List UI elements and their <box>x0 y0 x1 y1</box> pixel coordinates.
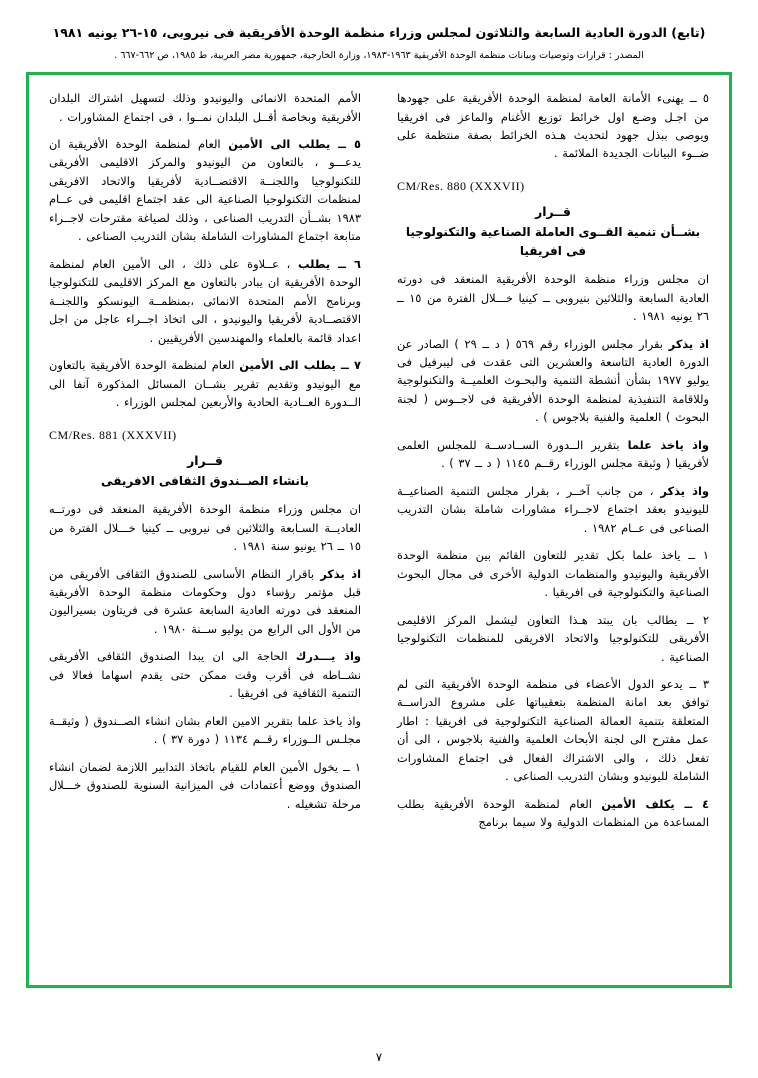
paragraph <box>49 356 361 411</box>
paragraph-lead: ٦ ــ يطلب <box>298 256 361 271</box>
paragraph-lead: اذ يذكر <box>320 566 361 581</box>
paragraph <box>49 255 361 347</box>
paragraph <box>49 500 361 555</box>
paragraph-text: بتقرير الــدورة الســادســة للمجلس العلمى لأفريقيا ( وثيقة مجلس الوزراء رقــم ١١٤٥ ( د ــ ٣٧ ) . <box>397 437 709 471</box>
paragraph-text: ٢ ــ يطالب بان يبتد هـذا التعاون ليشمل المركز الاقليمى الأفريقى للتكنولوجيا والاتحاد الافريقى للمنظمات التكنولوجيا الصناعية . <box>397 612 709 664</box>
page-number: ٧ <box>375 1050 383 1064</box>
paragraph-text: ٥ ــ يهنىء الأمانة العامة لمنظمة الوحدة الأفريقية على جهودها من اجـل وضـع اول خرائط توزيع الأغنام والماعز فى افريقيا ويوصى ببذل جهود لتحديث هـذه الخرائط بصفة منتظمة على ضــوء البيانات الجديدة الملائمة . <box>397 91 709 161</box>
paragraph-text: العام لمنظمة الوحدة الأفريقية بالتعاون مع اليونيدو وتقديم تقرير بشــان المسائل المذكورة آنفا الى الــدورة العــادية الحادية والأربعين لمجلس الوزراء . <box>49 358 361 410</box>
paragraph <box>397 795 709 832</box>
resolution-heading-881: قــرار <box>187 452 223 468</box>
paragraph <box>397 89 709 163</box>
paragraph-lead: واذ يـــدرك <box>295 649 361 664</box>
paragraph-text: ان مجلس وزراء منظمة الوحدة الأفريقية المنعقد فى دورته العادية السابعة والثلاثين بنيروبى ــ كينيا خـــلال الفترة من ١٥ ــ ٢٦ يونيه ١٩٨١ . <box>397 272 709 324</box>
paragraph-text: بقرار مجلس الوزراء رقم ٥٦٩ ( د ــ ٢٩ ) الصادر عن الدورة العادية التاسعة والعشرين التى عقدت فى ليبرفيل فى يوليو ١٩٧٧ بشأن أنشطة التنمية والبحـوث العلميــة والتكنولوجية وللاقامة التنفيذية لمنظمة الوحدة الأفريقية فى لاجــوس ( لجنة البحوث ) العلمية والفنية بلاجوس ) . <box>397 336 709 425</box>
header-source: المصدر : قرارات وتوصيات وبيانات منظمة الوحدة الأفريقية ١٩٦٣-١٩٨٣، وزارة الخارجية، جمهورية مصر العربية، ط ١٩٨٥، ص ٦٦٢-٦٦٧ . <box>114 49 644 61</box>
paragraph-text: ١ ــ يخول الأمين العام للقيام باتخاذ التدابير اللازمة لضمان انشاء الصندوق ووضع أعتمادات فى الميزانية السنوية للصندوق خـــلال مرحلة تشغيله . <box>49 759 361 811</box>
paragraph-text: العام لمنظمة الوحدة الأفريقية ان يدعـــو ، بالتعاون من اليونيدو والمركز الاقليمى الأفريقى للتكنولوجيا واللجنــة الاقتصــادية لأفريقيا والاتحاد الافريقى لمنظمات التكنولوجيا الصناعية الى عقد اجتماع اقليمى فى عــام ١٩٨٣ بشــأن التدريب الصناعى ، وذلك لصياغة مقترحات لاجــراء متابعة اجتماع المشاورات الشاملة بشان التدريب الصناعى . <box>49 136 361 244</box>
column-left <box>45 89 379 975</box>
paragraph <box>49 647 361 702</box>
paragraph <box>49 89 361 126</box>
paragraph-lead: واذ ياخذ علما <box>627 437 709 452</box>
paragraph-lead: واذ يذكر <box>660 483 709 498</box>
resolution-heading-880: قــرار <box>535 203 571 219</box>
paragraph <box>397 436 709 473</box>
paragraph-lead: ٥ ــ يطلب الى الأمين <box>228 136 361 151</box>
column-right <box>379 89 713 975</box>
paragraph-text: ٣ ــ يدعو الدول الأعضاء فى منظمة الوحدة الأفريقية التى لم توافق بعد امانة المنظمة بتعقيباتها على مشروع الدراســة المتعلقة بتنمية العمالة الصناعية التكنولوجية فى افريقيا : اطار عمل مقترح الى لجنة الأبحاث العلمية والفنية بلاجوس ، الى أن تفعل ذلك ، والى الاشتراك الفعال فى اجتماع المشاورات الشاملة لليونيدو وبشان التدريب الصناعى . <box>397 677 709 784</box>
paragraph <box>49 758 361 813</box>
paragraph <box>397 675 709 786</box>
paragraph <box>397 335 709 427</box>
paragraph-text: ، عــلاوة على ذلك ، الى الأمين العام لمنظمة الوحدة الأفريقية ان يبادر بالتعاون مع المركز الاقليمى للتكنولوجيا وبرنامج الأمم المتحدة الانمائى ،بمنظمــة اليونسكو واللجنــة الاقتصــادية لأفريقيا واليونيدو ، الى اتخاذ اجــراء عاجل من اجل اعداد قائمة بالعلماء والمهندسين الأفريقيين . <box>49 256 361 345</box>
paragraph-lead: ٤ ــ يكلف الأمين <box>601 796 710 811</box>
resolution-code-881: CM/Res. 881 (XXXVII) <box>49 427 177 442</box>
paragraph <box>49 565 361 639</box>
paragraph <box>397 270 709 325</box>
paragraph-text: باقرار النظام الأساسى للصندوق الثقافى الأفريقى من قبل مؤتمر رؤساء دول وحكومات منظمة الوحدة الأفريقية المنعقد فى دورته العادية السابعة عشرة فى فريتاون بسيراليون من الأول الى الرابع من يوليو ســنة ١٩٨٠ . <box>49 566 361 636</box>
two-column-layout <box>45 89 713 975</box>
paragraph <box>49 135 361 246</box>
paragraph-text: واذ ياخذ علما بتقرير الامين العام بشان انشاء الصــندوق ( وثيقــة مجلـس الــوزراء رقــم ١١٣٤ ( دورة ٣٧ ) . <box>49 713 361 747</box>
resolution-subtitle-881: بانشاء الصــندوق الثقافى الافريقى <box>101 473 309 488</box>
paragraph <box>397 611 709 666</box>
resolution-subtitle-880: بشــأن تنمية القــوى العاملة الصناعية والتكنولوجيا فى افريقيا <box>405 224 701 258</box>
paragraph-text: ان مجلس وزراء منظمة الوحدة الأفريقية المنعقد فى دورتــه العاديــة السـابعة والثلاثين فى نيروبى ــ كينيا خـــلال الفترة من ١٥ ــ ٢٦ يونيو سنة ١٩٨١ . <box>49 502 361 554</box>
paragraph-text: العام لمنظمة الوحدة الأفريقية بطلب المساعدة من المنظمات الدولية ولا سيما برنامج <box>397 796 709 830</box>
paragraph-text: ١ ــ ياخذ علما بكل تقدير للتعاون القائم بين منظمة الوحدة الأفريقية واليونيدو والمنظمات الدولية الأخرى فى مجال البحوث الصناعية والتكنولوجية فى افريقيا . <box>397 548 709 600</box>
paragraph <box>397 482 709 537</box>
resolution-code-880: CM/Res. 880 (XXXVII) <box>397 178 525 193</box>
header-title: (تابع) الدورة العادية السابعة والثلاثون لمجلس وزراء منظمة الوحدة الأفريقية فى نيروبى، ١٥-٢٦ يونيه ١٩٨١ <box>52 25 706 40</box>
paragraph-text: الحاجة الى ان يبدا الصندوق الثقافى الأفريقى نشــاطه فى أقرب وقت ممكن حتى يقدم اسهاما فعالا فى التنمية الثقافية فى افريقيا . <box>49 649 361 701</box>
paragraph-lead: ٧ ــ يطلب الى الأمين <box>239 358 361 373</box>
content-frame <box>26 72 732 988</box>
paragraph <box>397 546 709 601</box>
paragraph <box>49 712 361 749</box>
paragraph-lead: اذ يذكر <box>668 336 709 351</box>
page-header <box>26 24 732 62</box>
paragraph-text: الأمم المتحدة الانمائى واليونيدو وذلك لتسهيل اشتراك البلدان الأفريقية وبخاصة أقــل البلدان نمــوا ، فى اجتماع المشاورات . <box>49 91 361 124</box>
paragraph-text: ، من جانب آخــر ، بقرار مجلس التنمية الصناعيــة لليونيدو بعقد اجتماع لاجــراء مشاورات شاملة بشان التدريب الصناعى فى عــام ١٩٨٢ . <box>397 483 709 535</box>
